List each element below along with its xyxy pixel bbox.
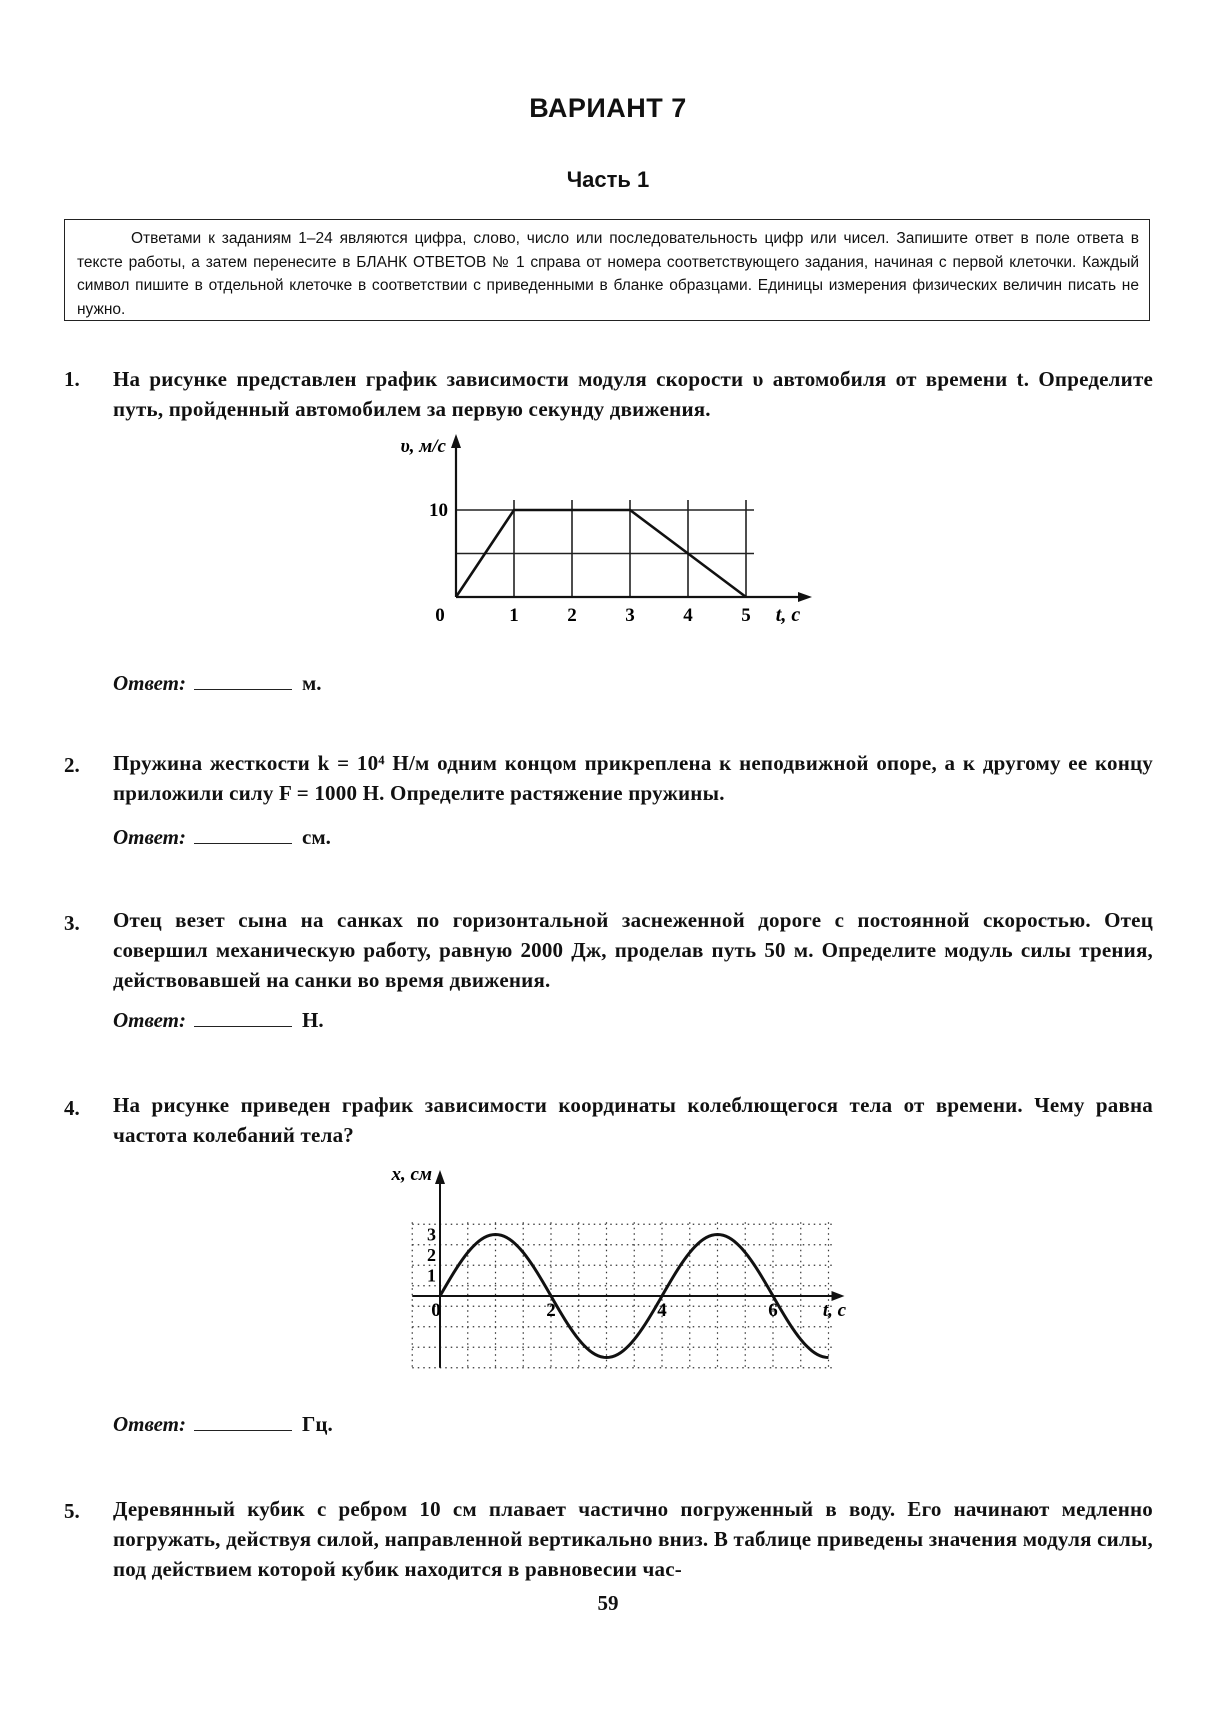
answer-unit: м.	[302, 671, 322, 695]
answer-unit: Гц.	[302, 1412, 333, 1436]
x-axis-arrow	[798, 592, 812, 602]
answer-line	[113, 671, 322, 696]
answer-blank[interactable]	[194, 671, 292, 690]
page-number: 59	[597, 1591, 619, 1615]
x-tick-label: 0	[431, 1300, 441, 1321]
x-tick-label: 3	[625, 605, 635, 626]
x-axis-label: t, с	[775, 604, 801, 626]
x-axis-label: t, с	[822, 1300, 847, 1321]
y-axis-arrow	[435, 1170, 445, 1184]
question-text: Отец везет сына на санках по горизонтальной заснеженной дороге с постоянной скоростью. Отец совершил механическую работу, равную 2000 Дж, проделав путь 50 м. Определите модуль силы трения, действовавшей на санки во время движения.	[113, 908, 1153, 992]
question-text: Деревянный кубик с ребром 10 см плавает частично погруженный в воду. Его начинают медленно погружать, действуя силой, направленной вертикально вниз. В таблице приведены значения модуля силы, под действием которой кубик находится в равновесии час-	[113, 1497, 1153, 1581]
answer-label: Ответ:	[113, 1412, 186, 1436]
y-axis-label: x, см	[391, 1164, 432, 1185]
question-number: 2.	[64, 753, 80, 777]
answer-unit: Н.	[302, 1008, 324, 1032]
answer-line	[113, 1412, 333, 1437]
answer-blank[interactable]	[194, 825, 292, 844]
question-number: 4.	[64, 1096, 80, 1120]
y-tick-label: 1	[427, 1265, 436, 1286]
oscillation-chart	[360, 1160, 860, 1380]
question-text: На рисунке приведен график зависимости координаты колеблющегося тела от времени. Чему равна частота колебаний тела?	[113, 1093, 1153, 1147]
answer-blank[interactable]	[194, 1008, 292, 1027]
y-axis-arrow	[451, 434, 461, 448]
y-axis-label: υ, м/с	[400, 436, 446, 457]
x-tick-label: 2	[567, 605, 577, 626]
x-tick-label: 0	[435, 605, 445, 626]
x-tick-label: 4	[683, 605, 693, 626]
answer-unit: см.	[302, 825, 331, 849]
instructions-text: Ответами к заданиям 1–24 являются цифра, слово, число или последовательность цифр или чисел. Запишите ответ в поле ответа в тексте работы, а затем перенесите в БЛАНК ОТВЕТОВ № 1 справа от номера соответствующего задания, начиная с первой клеточки. Каждый символ пишите в отдельной клеточке в соответствии с приведенными в бланке образцами. Единицы измерения физических величин писать не нужно.	[77, 230, 1139, 318]
answer-blank[interactable]	[194, 1412, 292, 1431]
y-tick-label: 10	[429, 500, 448, 521]
part-heading: Часть 1	[566, 167, 650, 192]
page-title: ВАРИАНТ 7	[529, 93, 687, 123]
question-text: На рисунке представлен график зависимости модуля скорости υ автомобиля от времени t. Определите путь, пройденный автомобилем за первую секунду движения.	[113, 367, 1153, 421]
instructions-box	[64, 219, 1150, 321]
y-tick-label: 2	[427, 1245, 436, 1265]
x-tick-label: 5	[741, 605, 751, 626]
x-tick-label: 2	[546, 1300, 556, 1321]
answer-label: Ответ:	[113, 825, 186, 849]
answer-label: Ответ:	[113, 1008, 186, 1032]
question-number: 1.	[64, 367, 80, 391]
answer-line	[113, 825, 331, 850]
y-tick-label: 3	[427, 1224, 436, 1245]
question-number: 5.	[64, 1499, 80, 1523]
velocity-chart	[360, 430, 820, 630]
answer-line	[113, 1008, 324, 1033]
question-text: Пружина жесткости k = 10⁴ Н/м одним концом прикреплена к неподвижной опоре, а к другому ее концу приложили силу F = 1000 Н. Определите растяжение пружины.	[113, 751, 1153, 805]
question-number: 3.	[64, 911, 80, 935]
x-tick-label: 6	[768, 1300, 778, 1321]
x-tick-label: 4	[657, 1300, 667, 1321]
answer-label: Ответ:	[113, 671, 186, 695]
x-tick-label: 1	[509, 605, 519, 626]
